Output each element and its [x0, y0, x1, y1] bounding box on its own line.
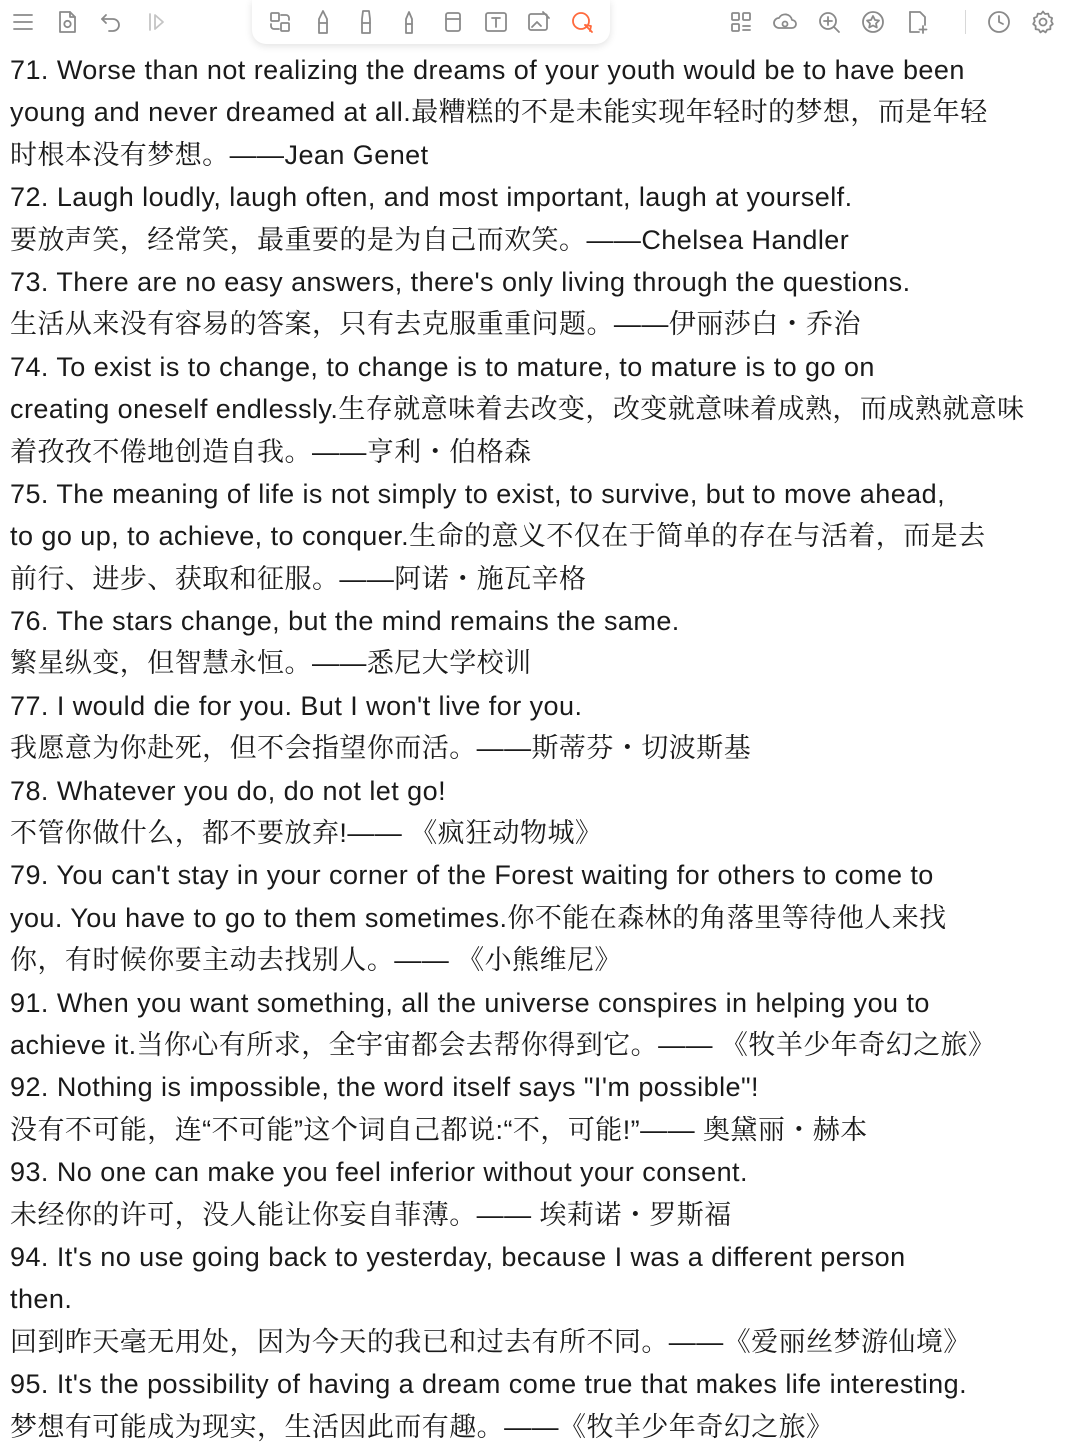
undo-icon[interactable]	[96, 7, 126, 37]
favorite-icon[interactable]	[858, 7, 888, 37]
zoom-in-icon[interactable]	[814, 7, 844, 37]
text-line: you. You have to go to them sometimes.你不能在森林的角落里等待他人来找	[10, 902, 947, 933]
image-icon[interactable]	[524, 7, 554, 37]
text-line: 你，有时候你要主动去找别人。—— 《小熊维尼》	[10, 945, 622, 976]
lasso-select-icon[interactable]	[265, 7, 295, 37]
text-line: 92. Nothing is impossible, the word itself says "I'm possible"!	[10, 1072, 759, 1103]
text-line: 79. You can't stay in your corner of the Forest waiting for others to come to	[10, 860, 934, 891]
text-line: 梦想有可能成为现实，生活因此而有趣。——《牧羊少年奇幻之旅》	[10, 1411, 834, 1442]
toolbar	[0, 0, 1080, 48]
text-line: 回到昨天毫无用处，因为今天的我已和过去有所不同。——《爱丽丝梦游仙境》	[10, 1326, 971, 1357]
toolbar-divider	[965, 10, 966, 34]
toolbar-right-group	[726, 0, 932, 44]
text-line: young and never dreamed at all.最糟糕的不是未能实现年轻时的梦想，而是年轻	[10, 97, 988, 128]
text-line: 78. Whatever you do, do not let go!	[10, 775, 447, 806]
text-line: 71. Worse than not realizing the dreams of your youth would be to have been	[10, 55, 965, 85]
toolbar-far-right-group	[984, 0, 1058, 44]
text-line: 76. The stars change, but the mind remains the same.	[10, 606, 680, 637]
text-line: 要放声笑，经常笑，最重要的是为自己而欢笑。——Chelsea Handler	[10, 224, 850, 255]
text-line: creating oneself endlessly.生存就意味着去改变，改变就意味着成熟，而成熟就意味	[10, 394, 1025, 425]
text-line: 不管你做什么，都不要放弃!—— 《疯狂动物城》	[10, 818, 603, 849]
laser-pointer-icon[interactable]	[567, 7, 597, 37]
pen-alt-icon[interactable]	[351, 7, 381, 37]
grid-view-icon[interactable]	[726, 7, 756, 37]
text-line: 91. When you want something, all the universe conspires in helping you to	[10, 987, 930, 1018]
highlighter-icon[interactable]	[394, 7, 424, 37]
text-line: 我愿意为你赴死，但不会指望你而活。——斯蒂芬・切波斯基	[10, 733, 752, 764]
text-line: 前行、进步、获取和征服。——阿诺・施瓦辛格	[10, 563, 587, 594]
text-line: 73. There are no easy answers, there's only living through the questions.	[10, 266, 911, 297]
eraser-icon[interactable]	[438, 7, 468, 37]
text-line: 没有不可能，连“不可能”这个词自己都说:“不，可能!”—— 奥黛丽・赫本	[10, 1114, 868, 1145]
redo-icon[interactable]	[140, 7, 170, 37]
document-content	[10, 49, 1072, 1448]
text-line: 未经你的许可，没人能让你妄自菲薄。—— 埃莉诺・罗斯福	[10, 1199, 732, 1230]
text-box-icon[interactable]	[481, 7, 511, 37]
note-settings-icon[interactable]	[52, 7, 82, 37]
text-line: 时根本没有梦想。——Jean Genet	[10, 139, 429, 170]
settings-icon[interactable]	[1028, 7, 1058, 37]
text-line: achieve it.当你心有所求，全宇宙都会去帮你得到它。—— 《牧羊少年奇幻之旅》	[10, 1029, 996, 1060]
text-line: 着孜孜不倦地创造自我。——亨利・伯格森	[10, 436, 532, 467]
history-icon[interactable]	[984, 7, 1014, 37]
toolbar-left-group	[8, 0, 170, 44]
menu-icon[interactable]	[8, 7, 38, 37]
text-line: to go up, to achieve, to conquer.生命的意义不仅在于简单的存在与活着，而是去	[10, 521, 986, 552]
add-page-icon[interactable]	[902, 7, 932, 37]
text-line: 95. It's the possibility of having a dream come true that makes life interesting.	[10, 1369, 968, 1400]
text-line: 94. It's no use going back to yesterday, because I was a different person	[10, 1241, 906, 1272]
text-line: 生活从来没有容易的答案，只有去克服重重问题。——伊丽莎白・乔治	[10, 309, 861, 340]
text-line: then.	[10, 1284, 73, 1315]
cloud-sync-icon[interactable]	[770, 7, 800, 37]
text-line: 93. No one can make you feel inferior without your consent.	[10, 1157, 748, 1188]
text-line: 72. Laugh loudly, laugh often, and most important, laugh at yourself.	[10, 182, 853, 213]
text-line: 74. To exist is to change, to change is to mature, to mature is to go on	[10, 351, 875, 382]
pen-icon[interactable]	[308, 7, 338, 37]
text-line: 77. I would die for you. But I won't live for you.	[10, 690, 583, 721]
text-line: 繁星纵变，但智慧永恒。——悉尼大学校训	[10, 648, 532, 679]
text-line: 75. The meaning of life is not simply to exist, to survive, but to move ahead,	[10, 478, 946, 509]
toolbar-tools-group	[252, 0, 610, 44]
